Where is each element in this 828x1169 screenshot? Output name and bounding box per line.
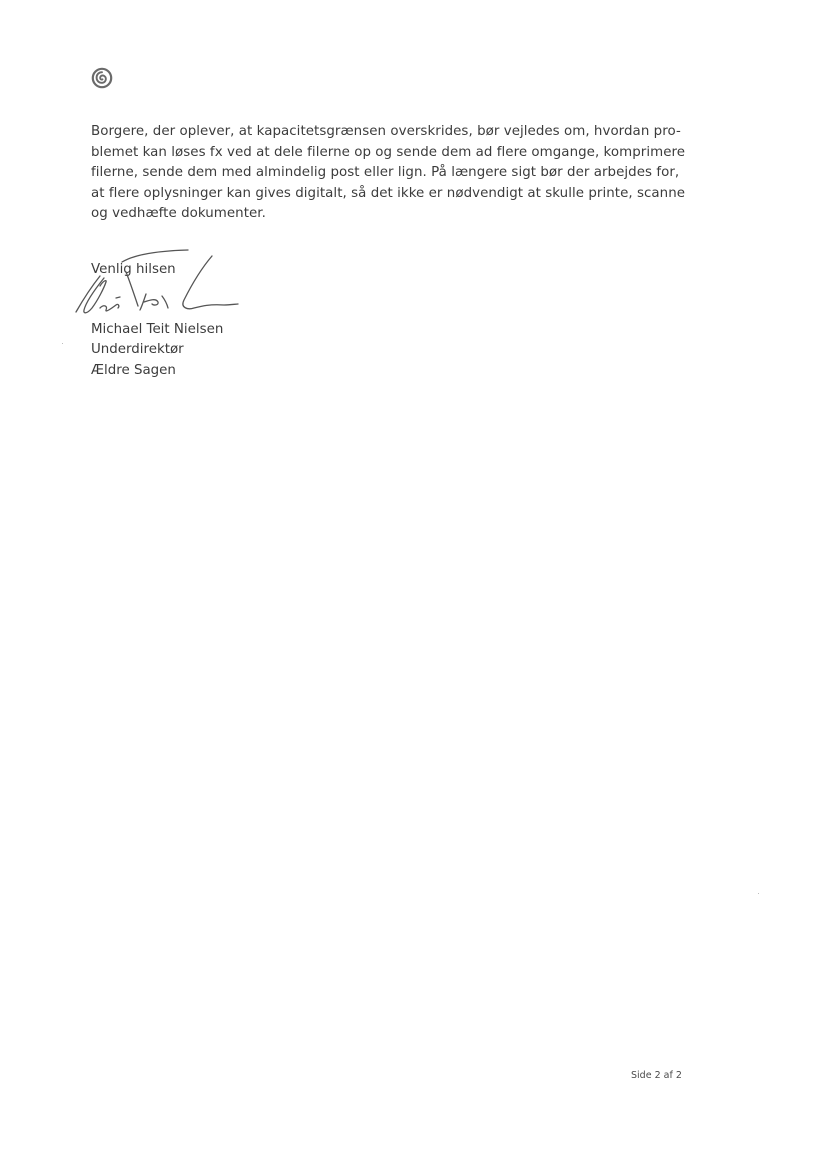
body-line: Borgere, der oplever, at kapacitetsgrænsen overskrides, bør vejledes om, hvordan pro- bbox=[91, 124, 681, 139]
sender-block bbox=[91, 320, 223, 381]
scan-speck bbox=[758, 893, 759, 894]
sender-title: Underdirektør bbox=[91, 342, 184, 358]
handwritten-signature-icon bbox=[70, 248, 240, 320]
sender-name: Michael Teit Nielsen bbox=[91, 322, 224, 337]
sender-organization: Ældre Sagen bbox=[91, 362, 176, 378]
letter-body bbox=[91, 122, 687, 225]
body-line: filerne, sende dem med almindelig post eller lign. På længere sigt bør der arbejdes for, bbox=[91, 165, 680, 181]
scan-speck bbox=[62, 343, 63, 344]
body-line: og vedhæfte dokumenter. bbox=[91, 206, 266, 222]
page-number: Side 2 af 2 bbox=[631, 1070, 682, 1081]
body-line: at flere oplysninger kan gives digitalt, så det ikke er nødvendigt at skulle printe, scanne bbox=[91, 185, 686, 201]
body-line: blemet kan løses fx ved at dele filerne op og sende dem ad flere omgange, komprimere bbox=[91, 144, 686, 160]
closing-greeting: Venlig hilsen bbox=[91, 262, 176, 277]
spiral-logo-icon bbox=[91, 67, 113, 89]
